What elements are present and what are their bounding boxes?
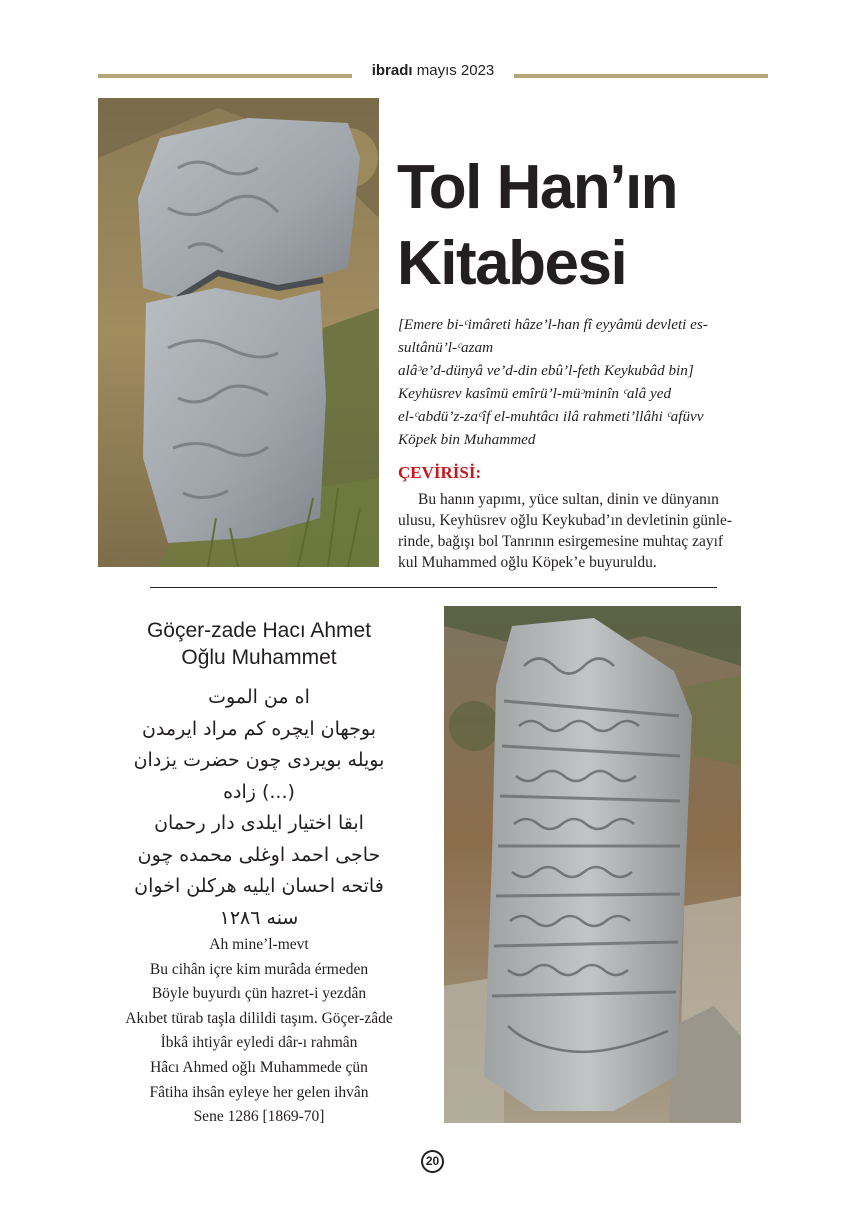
- header-rule-right: [514, 74, 768, 78]
- arabic-line: بوجهان ايچره كم مراد ايرمدن: [141, 717, 377, 740]
- inscription-text: [398, 313, 768, 451]
- arabic-line: (...) زاده: [223, 780, 295, 803]
- translation-line: rinde, bağışı bol Tanrının esirgemesine muhtaç zayıf: [398, 533, 724, 550]
- translation-line: kul Muhammed oğlu Köpek’e buyuruldu.: [398, 554, 657, 571]
- header-brand: ibradı: [371, 62, 413, 79]
- translation-heading: ÇEVİRİSİ:: [398, 463, 482, 482]
- transliteration-line: Bu cihân içre kim murâda érmeden: [149, 960, 369, 978]
- transliteration-line: Böyle buyurdı çün hazret-i yezdân: [151, 985, 367, 1003]
- section-divider: [150, 587, 717, 588]
- article-title-line2: Kitabesi: [397, 229, 627, 298]
- translation-line: Bu hanın yapımı, yüce sultan, dinin ve dünyanın: [418, 491, 719, 508]
- inscription-line: alâᵓe’d-dünyâ ve’d-din ebû’l-feth Keykubâd bin]: [398, 362, 694, 379]
- arabic-line: ابقا اختيار ايلدى دار رحمان: [154, 812, 364, 834]
- transliteration-line: Akıbet türab taşla dilildi taşım. Göçer-zâde: [125, 1009, 393, 1027]
- inscription-line: [Emere bi-ᶜimâreti hâze’l-han fî eyyâmü devleti es-: [398, 316, 708, 333]
- article-title-line1: Tol Han’ın: [397, 153, 678, 222]
- arabic-line: بويله بويردى چون حضرت يزدان: [133, 749, 385, 771]
- header-issue: mayıs 2023: [416, 62, 495, 79]
- gravestone-title-line2: Oğlu Muhammet: [181, 646, 337, 669]
- inscription-line: Keyhüsrev kasîmü emîrü’l-müᵓminîn ᶜalâ yed: [398, 385, 672, 402]
- gravestone-title: [98, 617, 420, 671]
- inscription-line: sultânü’l-ᶜazam: [398, 339, 494, 356]
- transliteration-line: Fâtiha ihsân eyleye her gelen ihvân: [149, 1083, 369, 1101]
- arabic-line: اه من الموت: [208, 686, 310, 708]
- article-title: [397, 150, 817, 302]
- translation-line: ulusu, Keyhüsrev oğlu Keykubad’ın devletinin günle-: [398, 512, 733, 529]
- arabic-line: فاتحه احسان ايليه هركلن اخوان: [134, 875, 384, 897]
- page-number: 20: [421, 1150, 444, 1173]
- arabic-text: [98, 682, 420, 934]
- inscription-line: Köpek bin Muhammed: [398, 431, 536, 448]
- arabic-line: حاجى احمد اوغلى محمده چون: [137, 843, 381, 866]
- arabic-line: سنه ١٢٨٦: [219, 906, 299, 929]
- header-label: [352, 62, 514, 79]
- translation-text: [398, 489, 770, 573]
- transliteration-line: Hâcı Ahmed oğlı Muhammede çün: [150, 1058, 368, 1076]
- gravestone-photo: [444, 606, 741, 1123]
- transliteration-line: İbkâ ihtiyâr eyledi dâr-ı rahmân: [160, 1034, 358, 1052]
- transliteration-line: Sene 1286 [1869-70]: [193, 1108, 325, 1126]
- transliteration-text: [98, 933, 420, 1130]
- gravestone-title-line1: Göçer-zade Hacı Ahmet: [146, 619, 372, 642]
- inscribed-stone-photo: [98, 98, 379, 567]
- header-rule-left: [98, 74, 352, 78]
- inscription-line: el-ᶜabdü’z-zaᶜîf el-muhtâcı ilâ rahmeti’llâhi ᶜafüvv: [398, 408, 704, 425]
- transliteration-line: Ah mine’l-mevt: [209, 936, 309, 953]
